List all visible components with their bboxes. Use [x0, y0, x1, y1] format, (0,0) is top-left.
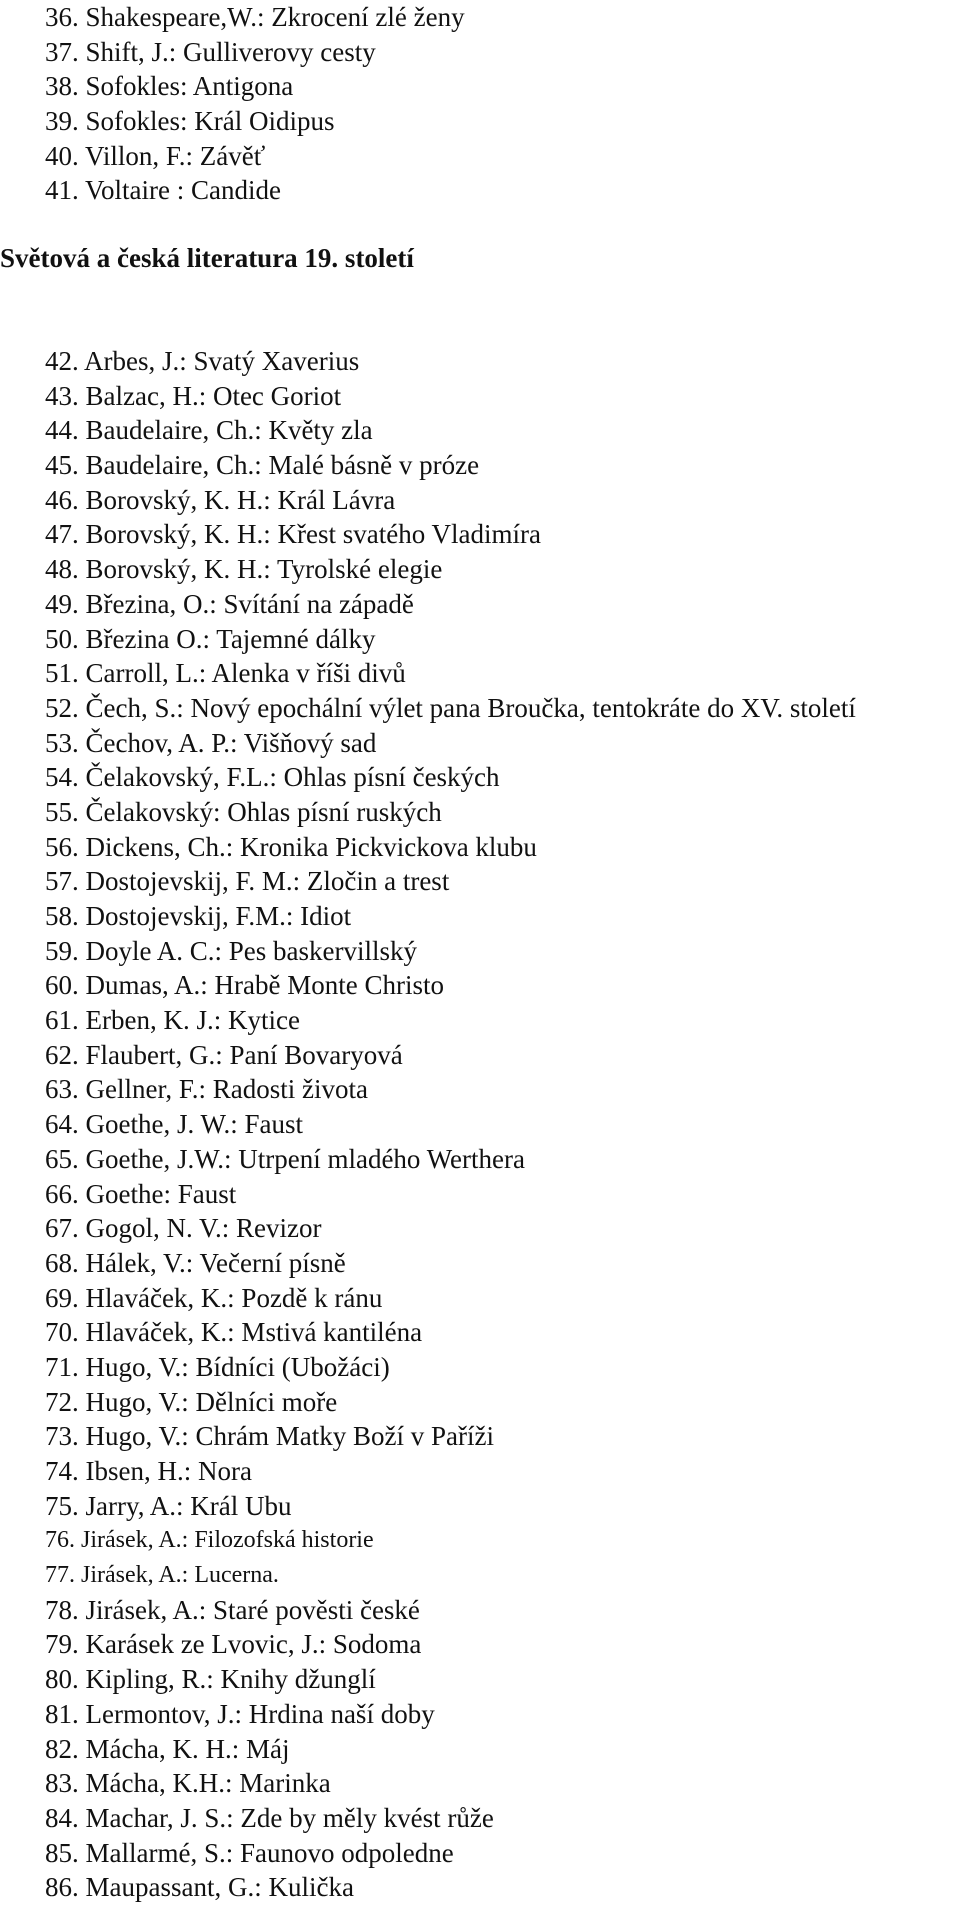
list-item: 52. Čech, S.: Nový epochální výlet pana Broučka, tentokráte do XV. století [45, 692, 856, 723]
list-item: 78. Jirásek, A.: Staré pověsti české [45, 1594, 420, 1625]
list-item: 50. Březina O.: Tajemné dálky [45, 623, 376, 654]
list-item: 79. Karásek ze Lvovic, J.: Sodoma [45, 1629, 422, 1660]
list-item: 68. Hálek, V.: Večerní písně [45, 1247, 346, 1278]
list-item: 44. Baudelaire, Ch.: Květy zla [45, 415, 373, 446]
list-item: 57. Dostojevskij, F. M.: Zločin a trest [45, 866, 450, 897]
list-item: 76. Jirásek, A.: Filozofská historie [45, 1527, 374, 1554]
list-item: 54. Čelakovský, F.L.: Ohlas písní českých [45, 762, 500, 793]
list-item: 72. Hugo, V.: Dělníci moře [45, 1386, 338, 1417]
list-item: 45. Baudelaire, Ch.: Malé básně v próze [45, 450, 480, 481]
section-heading: Světová a česká literatura 19. století [0, 243, 414, 273]
list-item: 64. Goethe, J. W.: Faust [45, 1109, 304, 1140]
list-item: 67. Gogol, N. V.: Revizor [45, 1213, 322, 1244]
reading-list-part-1 [45, 0, 465, 208]
list-item: 77. Jirásek, A.: Lucerna. [45, 1562, 279, 1589]
list-item: 38. Sofokles: Antigona [45, 71, 294, 102]
list-item: 81. Lermontov, J.: Hrdina naší doby [45, 1698, 435, 1729]
list-item: 75. Jarry, A.: Král Ubu [45, 1490, 292, 1521]
list-item: 39. Sofokles: Král Oidipus [45, 106, 335, 137]
list-item: 40. Villon, F.: Závěť [45, 140, 266, 171]
list-item: 43. Balzac, H.: Otec Goriot [45, 380, 342, 411]
list-item: 53. Čechov, A. P.: Višňový sad [45, 727, 377, 758]
list-item: 49. Březina, O.: Svítání na západě [45, 588, 414, 619]
list-item: 37. Shift, J.: Gulliverovy cesty [45, 36, 376, 67]
list-item: 70. Hlaváček, K.: Mstivá kantiléna [45, 1317, 423, 1348]
list-item: 80. Kipling, R.: Knihy džunglí [45, 1664, 376, 1695]
list-item: 82. Mácha, K. H.: Máj [45, 1733, 290, 1764]
list-item: 60. Dumas, A.: Hrabě Monte Christo [45, 970, 444, 1001]
list-item: 61. Erben, K. J.: Kytice [45, 1005, 300, 1036]
list-item: 36. Shakespeare,W.: Zkrocení zlé ženy [45, 2, 465, 32]
list-item: 73. Hugo, V.: Chrám Matky Boží v Paříži [45, 1421, 494, 1452]
list-item: 58. Dostojevskij, F.M.: Idiot [45, 901, 352, 931]
list-item: 83. Mácha, K.H.: Marinka [45, 1768, 331, 1799]
list-item: 41. Voltaire : Candide [45, 175, 281, 206]
reading-list-part-2 [45, 344, 856, 1905]
list-item: 63. Gellner, F.: Radosti života [45, 1074, 368, 1105]
list-item: 56. Dickens, Ch.: Kronika Pickvickova klubu [45, 831, 537, 862]
list-item: 47. Borovský, K. H.: Křest svatého Vladimíra [45, 519, 541, 550]
list-item: 62. Flaubert, G.: Paní Bovaryová [45, 1039, 403, 1070]
list-item: 69. Hlaváček, K.: Pozdě k ránu [45, 1282, 383, 1313]
list-item: 74. Ibsen, H.: Nora [45, 1456, 252, 1486]
list-item: 86. Maupassant, G.: Kulička [45, 1872, 354, 1903]
list-item: 84. Machar, J. S.: Zde by měly kvést růže [45, 1802, 494, 1833]
list-item: 65. Goethe, J.W.: Utrpení mladého Werthera [45, 1143, 525, 1174]
list-item: 59. Doyle A. C.: Pes baskervillský [45, 935, 417, 966]
list-item: 46. Borovský, K. H.: Král Lávra [45, 484, 396, 515]
list-item: 48. Borovský, K. H.: Tyrolské elegie [45, 554, 443, 585]
list-item: 85. Mallarmé, S.: Faunovo odpoledne [45, 1837, 454, 1868]
list-item: 51. Carroll, L.: Alenka v říši divů [45, 658, 406, 689]
list-item: 66. Goethe: Faust [45, 1178, 237, 1209]
list-item: 42. Arbes, J.: Svatý Xaverius [45, 346, 360, 376]
list-item: 55. Čelakovský: Ohlas písní ruských [45, 796, 442, 827]
list-item: 71. Hugo, V.: Bídníci (Ubožáci) [45, 1351, 390, 1382]
